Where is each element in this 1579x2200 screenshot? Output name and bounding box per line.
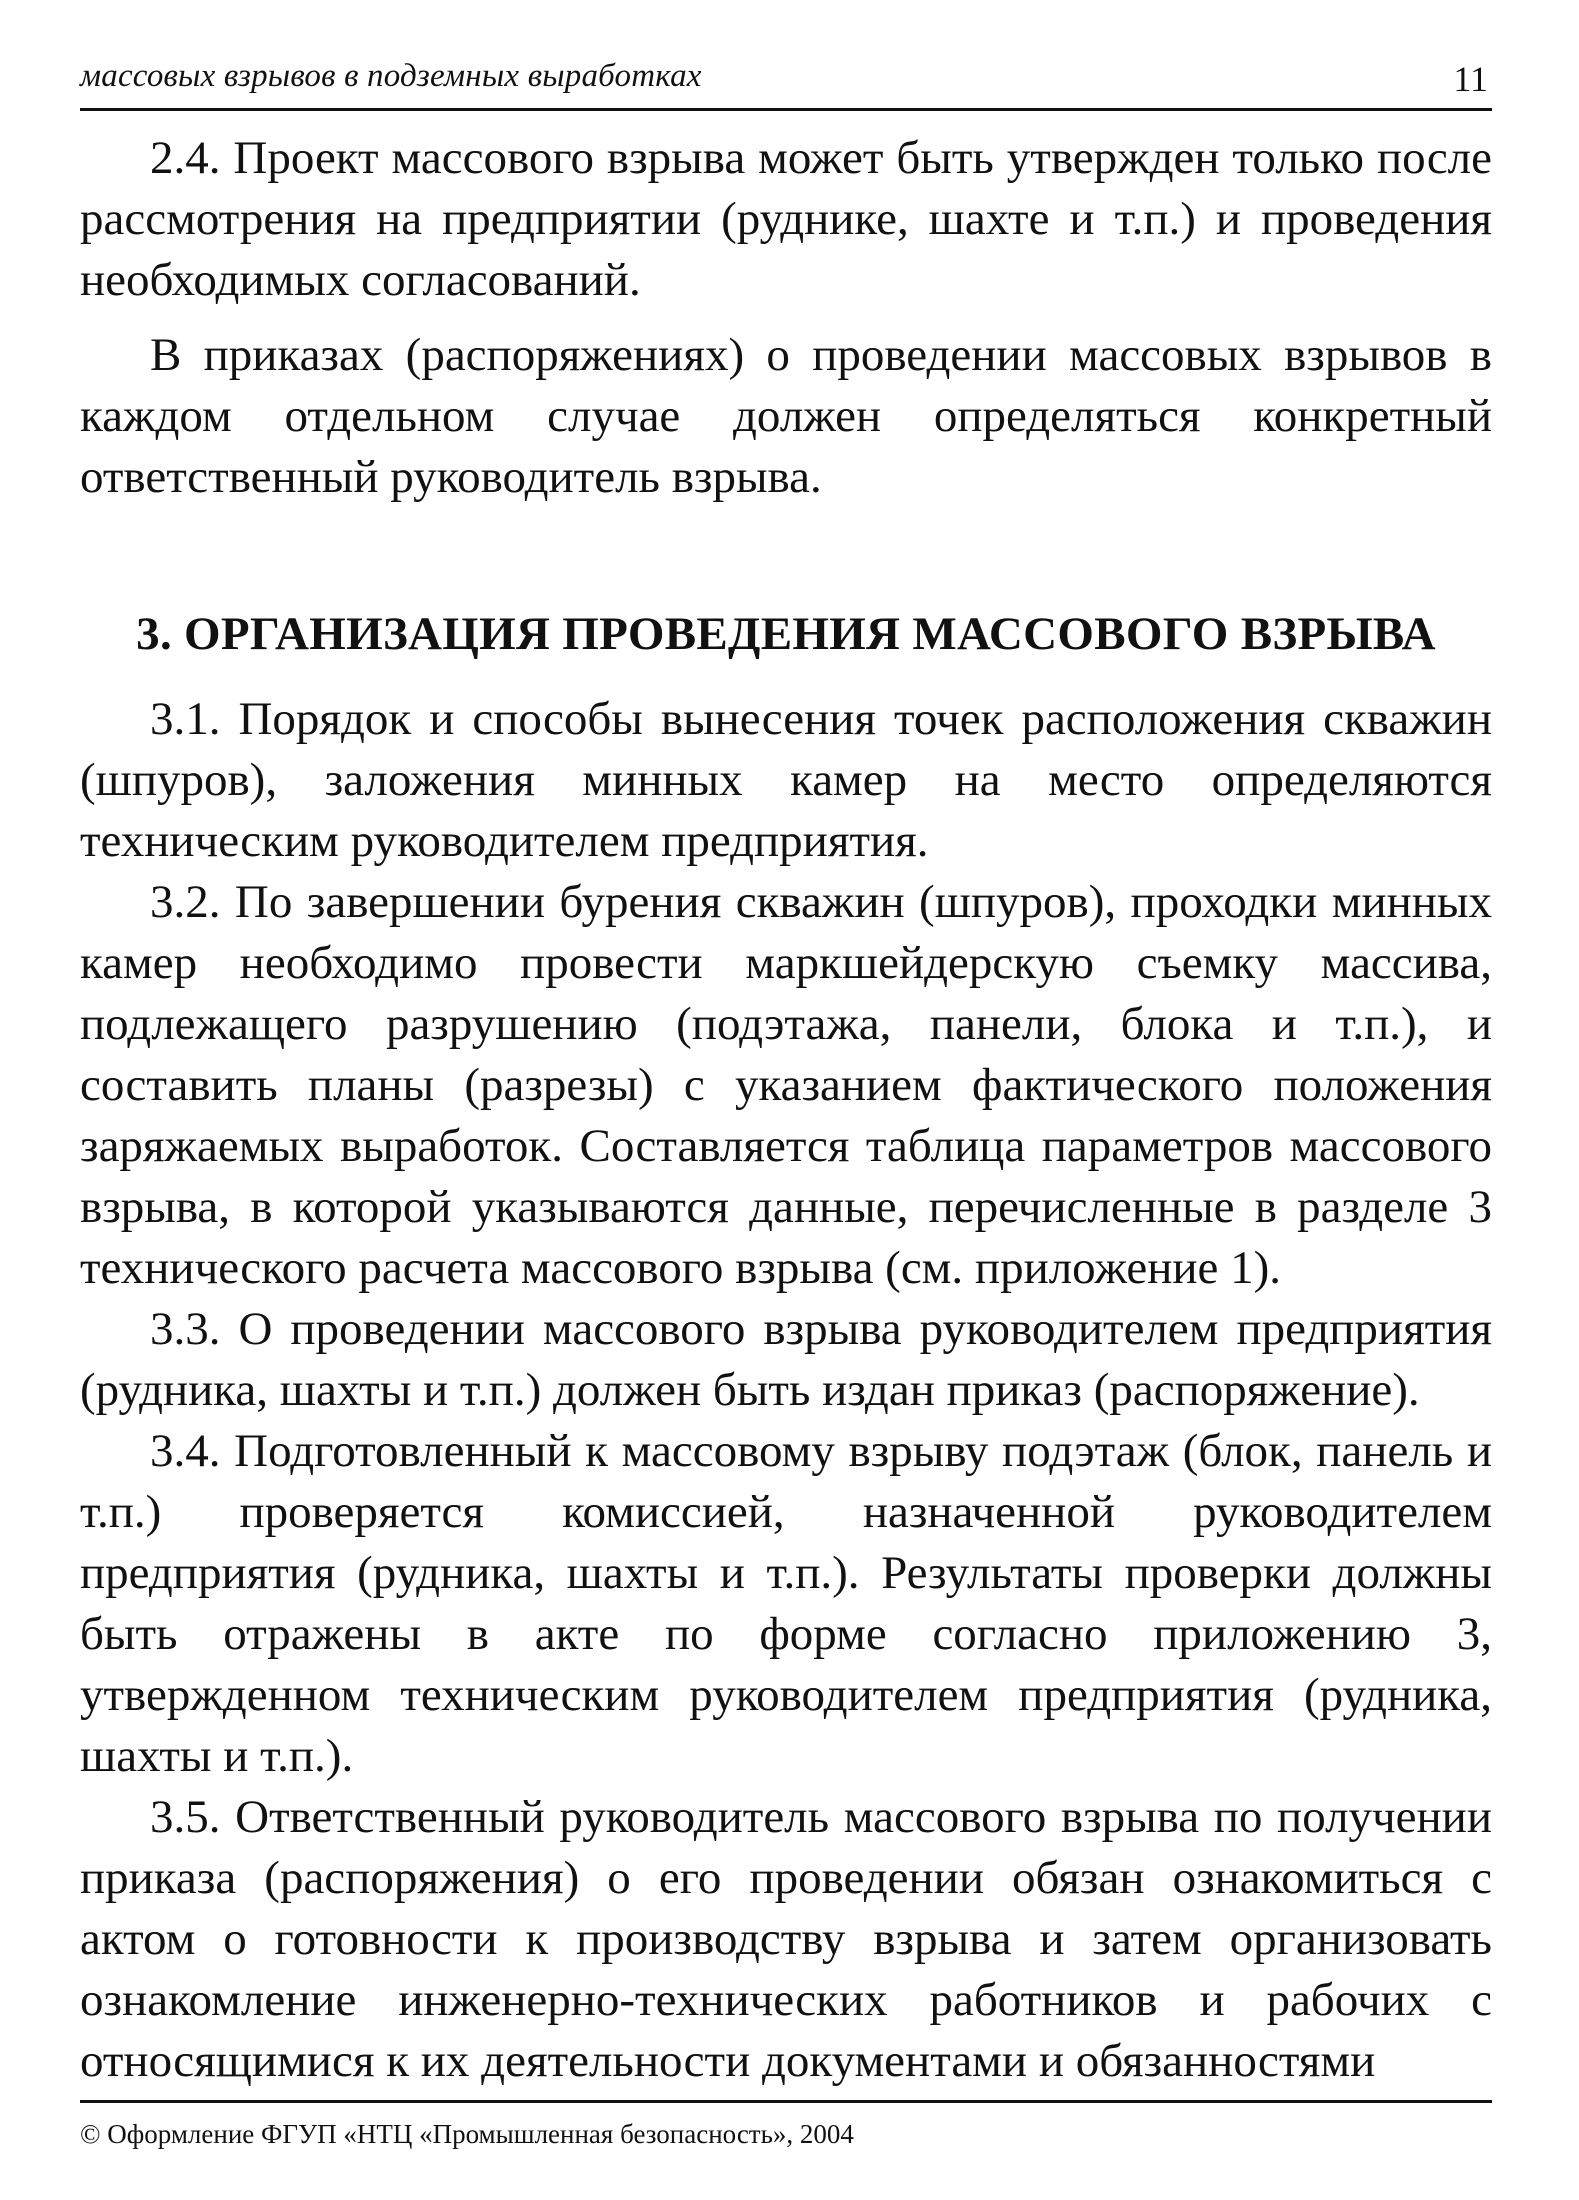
running-header — [80, 50, 1492, 111]
page-content — [80, 128, 1492, 2092]
section-title: 3. ОРГАНИЗАЦИЯ ПРОВЕДЕНИЯ МАССОВОГО ВЗРЫВА — [136, 608, 1436, 660]
paragraph-orders: В приказах (распоряжениях) о проведении массовых взрывов в каждом отдельном случае должен определяться конкретный ответственный руководитель взрыва. — [80, 329, 1492, 503]
page-footer — [80, 2100, 1492, 2151]
document-page — [80, 0, 1492, 2200]
paragraph-3-3: 3.3. О проведении массового взрыва руководителем предприятия (рудника, шахты и т.п.) должен быть издан приказ (распоряжение). — [80, 1303, 1492, 1416]
running-title: массовых взрывов в подземных выработках — [80, 58, 702, 94]
paragraph-3-5: 3.5. Ответственный руководитель массового взрыва по получении приказа (распоряжения) о его проведении обязан ознакомиться с актом о готовности к производству взрыва и затем организовать ознакомление инженерно-технических работников и рабочих с относящимися к их деятельности документами и обязанностями — [80, 1791, 1492, 2087]
page-number: 11 — [1453, 59, 1488, 99]
paragraph-3-4: 3.4. Подготовленный к массовому взрыву подэтаж (блок, панель и т.п.) проверяется комиссией, назначенной руководителем предприятия (рудника, шахты и т.п.). Результаты проверки должны быть отражены в акте по форме согласно приложению 3, утвержденном техническим руководителем предприятия (рудника, шахты и т.п.). — [80, 1425, 1492, 1782]
paragraph-3-1: 3.1. Порядок и способы вынесения точек расположения скважин (шпуров), заложения минных камер на место определяются техническим руководителем предприятия. — [80, 693, 1492, 867]
paragraph-3-2: 3.2. По завершении бурения скважин (шпуров), проходки минных камер необходимо провести маркшейдерскую съемку массива, подлежащего разрушению (подэтажа, панели, блока и т.п.), и составить планы (разрезы) с указанием фактического положения заряжаемых выработок. Составляется таблица параметров массового взрыва, в которой указываются данные, перечисленные в разделе 3 технического расчета массового взрыва (см. приложение 1). — [80, 876, 1492, 1294]
paragraph-2-4: 2.4. Проект массового взрыва может быть утвержден только после рассмотрения на предприятии (руднике, шахте и т.п.) и проведения необходимых согласований. — [80, 132, 1492, 306]
copyright-notice: © Оформление ФГУП «НТЦ «Промышленная безопасность», 2004 — [80, 2119, 854, 2149]
